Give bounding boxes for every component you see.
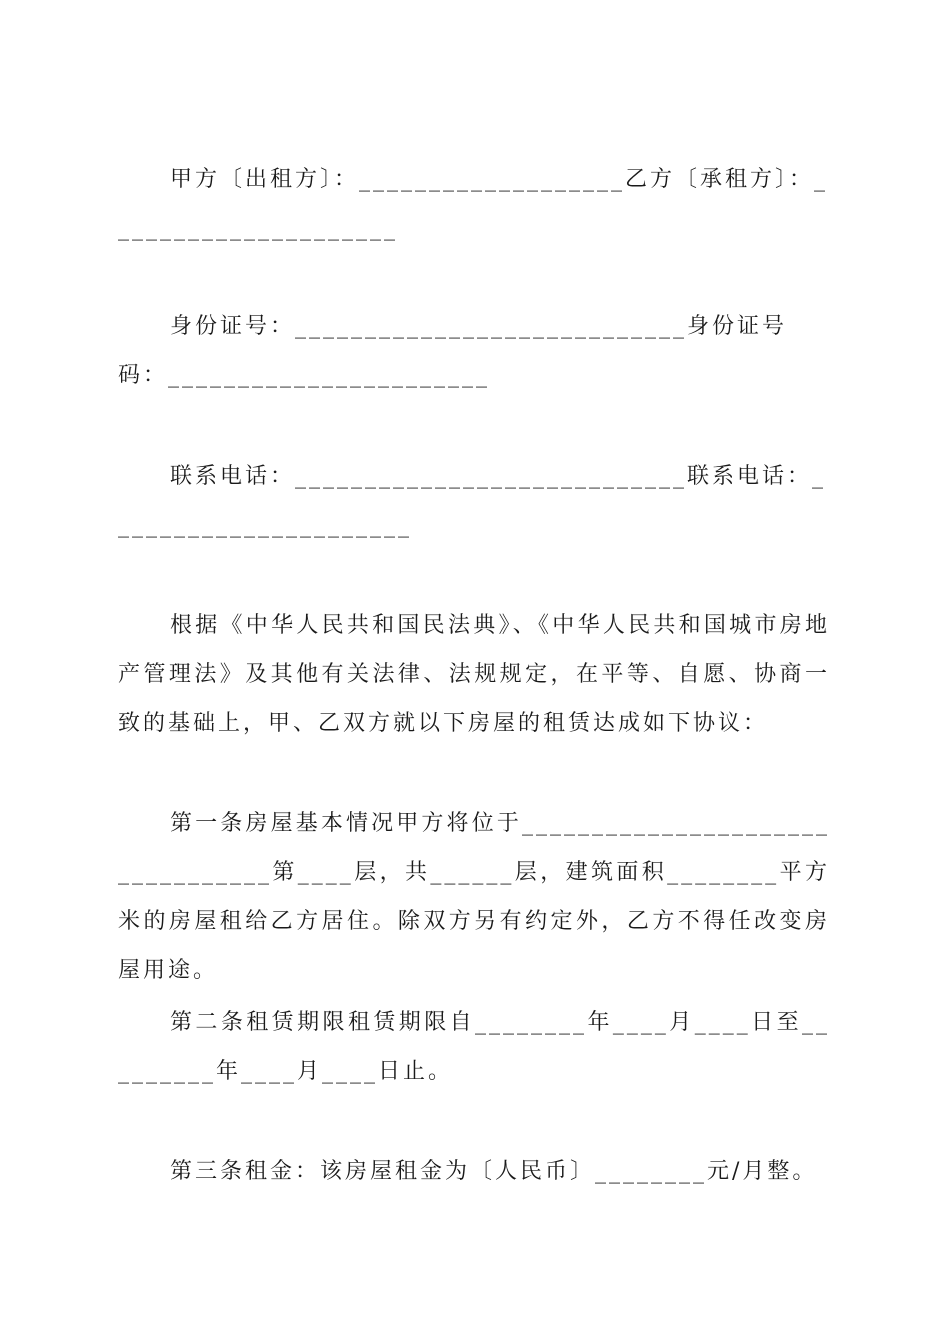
party-line: 甲方〔出租方〕：___________________乙方〔承租方〕：_____________________ [118,167,829,241]
intro-paragraph: 根据《中华人民共和国民法典》、《中华人民共和国城市房地产管理法》及其他有关法律、法规规定，在平等、自愿、协商一致的基础上，甲、乙双方就以下房屋的租赁达成如下协议： [118,613,830,736]
article-1: 第一条房屋基本情况甲方将位于_________________________________第____层，共______层，建筑面积________平方米的房屋租给乙方居住。除双方另有约定外，乙方不得任改变房屋用途。 [118,811,830,983]
phone-line: 联系电话：____________________________联系电话：______________________ [118,464,827,538]
id-line: 身份证号：____________________________身份证号码：_______________________ [118,314,788,388]
article-2: 第二条租赁期限租赁期限自________年____月____日至_________年____月____日止。 [118,1010,830,1084]
article-3: 第三条租金：该房屋租金为〔人民币〕________元/月整。 [170,1159,818,1184]
